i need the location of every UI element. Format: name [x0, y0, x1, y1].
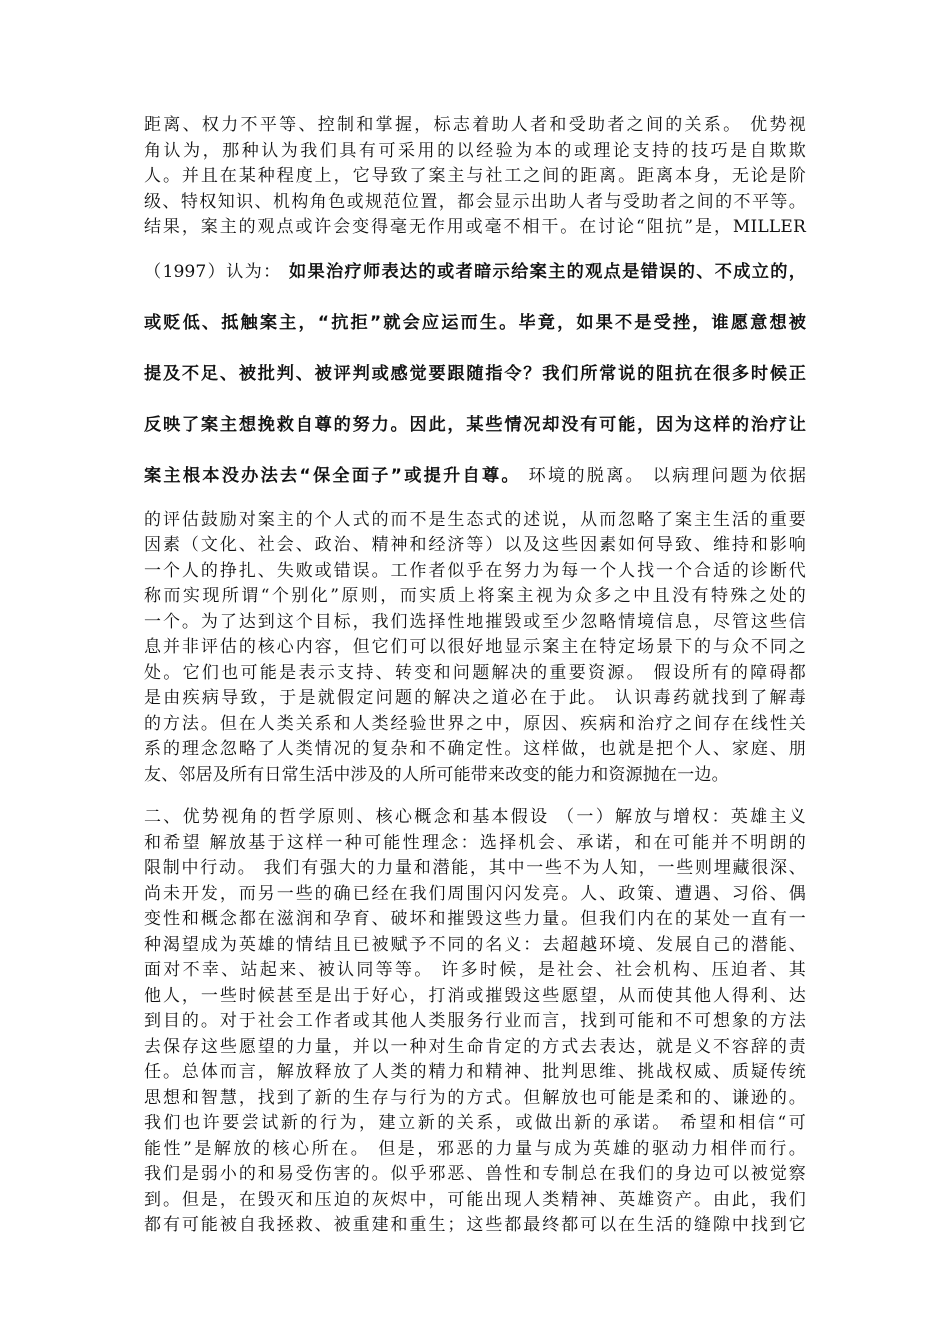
- text-line: 和希望 解放基于这样一种可能性理念：选择机会、承诺，和在可能并不明朗的: [144, 832, 806, 853]
- text-line: 一个。为了达到这个目标，我们选择性地摧毁或至少忽略情境信息，尽管这些信: [144, 611, 806, 632]
- section-heading-line: 二、优势视角的哲学原则、核心概念和基本假设 （一）解放与增权：英雄主义: [144, 807, 806, 827]
- text-line: 到。但是，在毁灭和压迫的灰烬中，可能出现人类精神、英雄资产。由此，我们: [144, 1189, 806, 1210]
- paragraph-pathology: [144, 508, 806, 789]
- quote-text: 如果治疗师表达的或者暗示给案主的观点是错误的、不成立的，: [288, 261, 806, 282]
- quote-line: 提及不足、被批判、被评判或感觉要跟随指令？我们所常说的阻抗在很多时候正: [144, 363, 806, 384]
- text-line: 的方法。但在人类关系和人类经验世界之中，原因、疾病和治疗之间存在线性关: [144, 713, 806, 734]
- text-line: 角认为，那种认为我们具有可采用的以经验为本的或理论支持的技巧是自欺欺: [144, 140, 806, 161]
- text-line: 他人，一些时候甚至是出于好心，打消或摧毁这些愿望，从而使其他人得利、达: [144, 985, 806, 1006]
- text-line: 变性和概念都在滋润和孕育、破坏和摧毁这些力量。但我们内在的某处一直有一: [144, 909, 806, 929]
- text-line: 息并非评估的核心内容，但它们可以很好地显示案主在特定场景下的与众不同之: [144, 637, 806, 657]
- text-line: 我们是弱小的和易受伤害的。似乎邪恶、兽性和专制总在我们的身边可以被觉察: [144, 1164, 806, 1184]
- text-line: 系的理念忽略了人类情况的复杂和不确定性。这样做，也就是把个人、家庭、朋: [144, 739, 806, 759]
- section-lead: 环境的脱离。 以病理问题为依据: [520, 465, 806, 486]
- text-line: 友、邻居及所有日常生活中涉及的人所可能带来改变的能力和资源抛在一边。: [144, 764, 729, 785]
- text-line: 任。总体而言，解放释放了人类的精力和精神、批判思维、挑战权威、质疑传统: [144, 1062, 806, 1082]
- text-line: 结果，案主的观点或许会变得毫无作用或毫不相干。在讨论“阻抗”是，MILLER: [144, 217, 806, 237]
- quote-line: 反映了案主想挽救自尊的努力。因此，某些情况却没有可能，因为这样的治疗让: [144, 414, 806, 435]
- text-line: 人。并且在某种程度上，它导致了案主与社工之间的距离。距离本身，无论是阶: [144, 166, 806, 186]
- text-line: 的评估鼓励对案主的个人式的而不是生态式的述说，从而忽略了案主生活的重要: [144, 509, 806, 530]
- text-line: 处。它们也可能是表示支持、转变和问题解决的重要资源。 假设所有的障碍都: [144, 662, 806, 683]
- text-line: 尚未开发，而另一些的确已经在我们周围闪闪发亮。人、政策、遭遇、习俗、偶: [144, 883, 806, 904]
- quoted-passage: [144, 247, 806, 502]
- quote-line-first: [144, 247, 806, 298]
- text-line: 一个人的挣扎、失败或错误。工作者似乎在努力为每一个人找一个合适的诊断代: [144, 560, 806, 581]
- text-line: 我们也许要尝试新的行为，建立新的关系，或做出新的承诺。 希望和相信“可: [144, 1113, 806, 1133]
- quote-line: 或贬低、抵触案主，“抗拒”就会应运而生。毕竟，如果不是受挫，谁愿意想被: [144, 312, 806, 333]
- text-line: 去保存这些愿望的力量，并以一种对生命肯定的方式去表达，就是义不容辞的责: [144, 1036, 806, 1057]
- text-line: 级、特权知识、机构角色或规范位置，都会显示出助人者与受助者之间的不平等。: [144, 191, 806, 212]
- quote-text: 案主根本没办法去“保全面子”或提升自尊。: [144, 465, 521, 486]
- text-line: 种渴望成为英雄的情结且已被赋予不同的名义：去超越环境、发展自己的潜能、: [144, 934, 806, 955]
- text-line: 称而实现所谓“个别化”原则，而实质上将案主视为众多之中且没有特殊之处的: [144, 586, 806, 606]
- document-page: [144, 113, 806, 1239]
- text-line: 面对不幸、站起来、被认同等等。 许多时候，是社会、社会机构、压迫者、其: [144, 960, 806, 980]
- citation-lead: （1997）认为：: [144, 261, 282, 282]
- text-line: 到目的。对于社会工作者或其他人类服务行业而言，找到可能和不可想象的方法: [144, 1011, 806, 1031]
- text-line: 思想和智慧，找到了新的生存与行为的方式。但解放也可能是柔和的、谦逊的。: [144, 1087, 806, 1108]
- quote-line-last: [144, 451, 806, 502]
- text-line: 因素（文化、社会、政治、精神和经济等）以及这些因素如何导致、维持和影响: [144, 535, 806, 555]
- section-two: [144, 805, 806, 1239]
- text-line: 是由疾病导致，于是就假定问题的解决之道必在于此。 认识毒药就找到了解毒: [144, 688, 806, 708]
- paragraph-distance: [144, 113, 806, 241]
- text-line: 都有可能被自我拯救、被重建和重生；这些都最终都可以在生活的缝隙中找到它: [144, 1215, 806, 1235]
- text-line: 能性”是解放的核心所在。 但是，邪恶的力量与成为英雄的驱动力相伴而行。: [144, 1138, 806, 1159]
- text-line: 距离、权力不平等、控制和掌握，标志着助人者和受助者之间的关系。 优势视: [144, 115, 806, 135]
- text-line: 限制中行动。 我们有强大的力量和潜能，其中一些不为人知，一些则埋藏很深、: [144, 858, 806, 878]
